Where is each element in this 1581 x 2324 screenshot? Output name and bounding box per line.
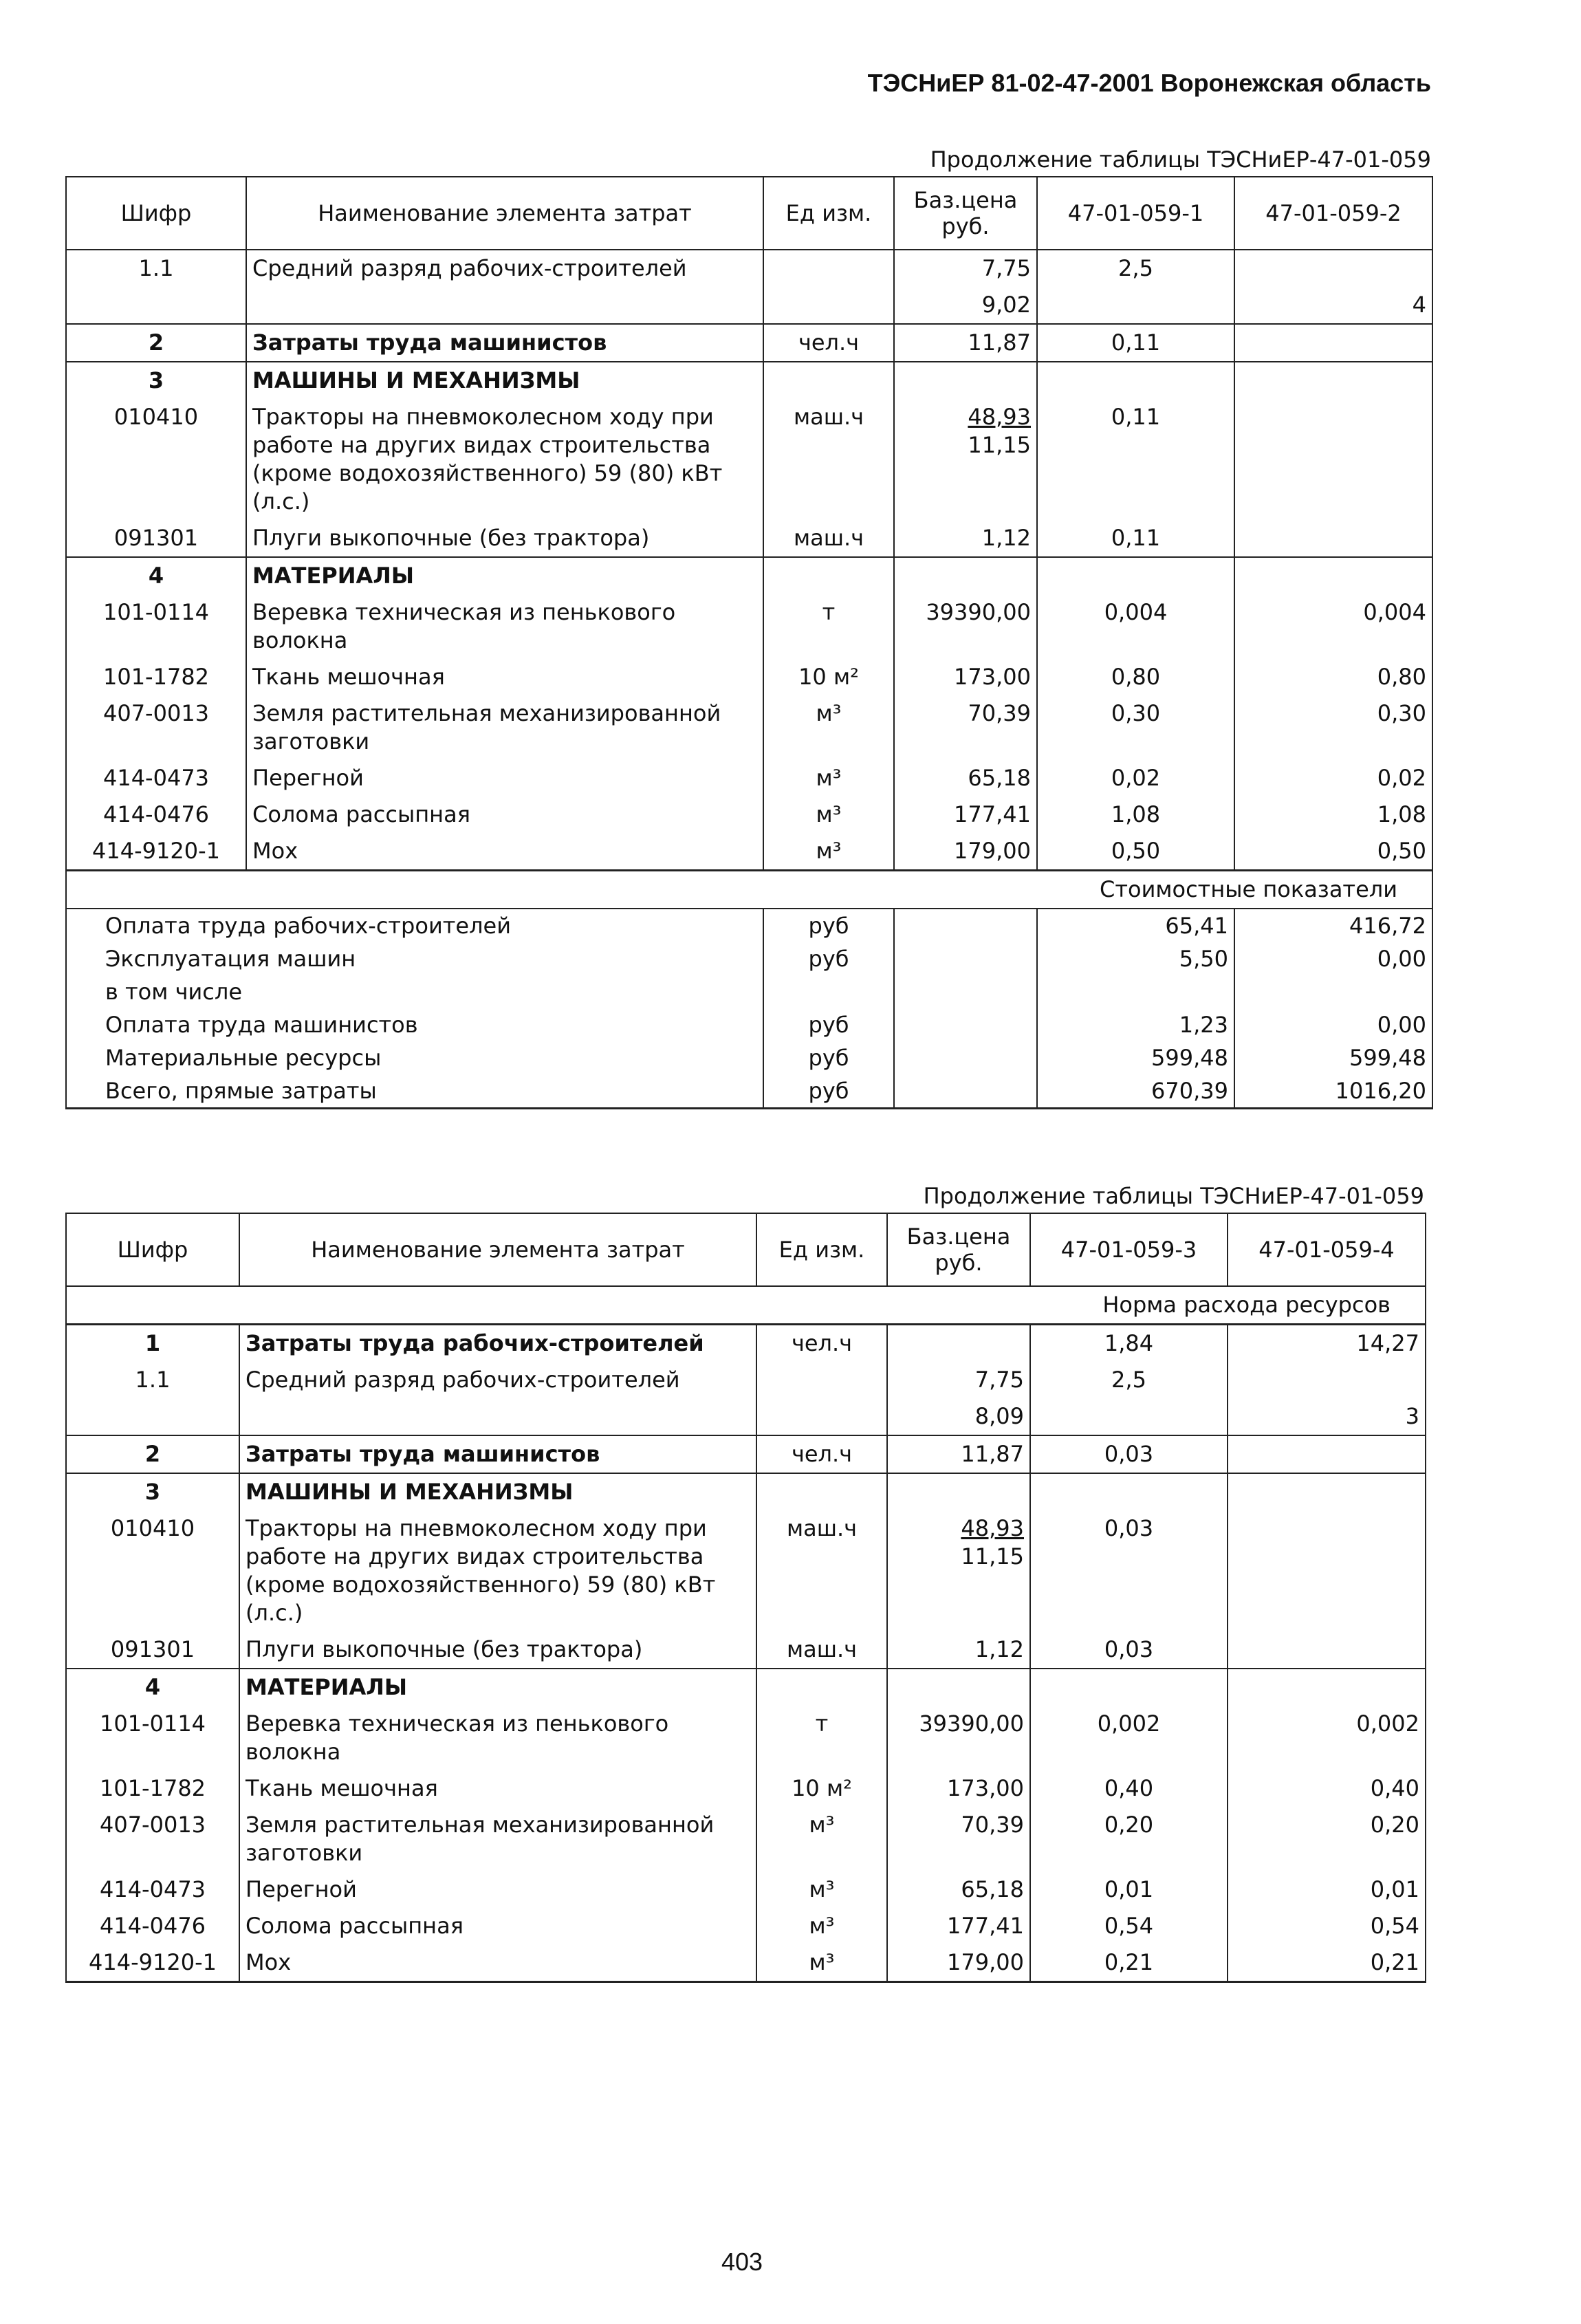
total-price-empty (894, 942, 1037, 975)
row-price: 8,09 (887, 1398, 1030, 1435)
row-price (887, 1510, 1030, 1631)
row-unit: м³ (756, 1871, 887, 1908)
table1-totals (66, 871, 1432, 1109)
row-price: 7,75 (894, 250, 1037, 287)
row-unit (756, 1669, 887, 1706)
table-row (66, 796, 1432, 833)
table-row (66, 557, 1432, 594)
row-value-a: 0,004 (1037, 594, 1234, 659)
col-header-norm-b: 47-01-059-2 (1234, 177, 1432, 250)
row-value-a: 0,11 (1037, 520, 1234, 557)
row-unit (756, 1398, 887, 1435)
total-value-b: 599,48 (1234, 1041, 1432, 1074)
row-name (246, 287, 763, 324)
row-unit (756, 1473, 887, 1510)
row-price: 39390,00 (894, 594, 1037, 659)
total-price-empty (894, 1041, 1037, 1074)
row-value-a: 0,80 (1037, 659, 1234, 695)
row-value-b (1228, 1510, 1426, 1631)
row-name: Затраты труда рабочих-строителей (239, 1325, 756, 1362)
norm-caption: Норма расхода ресурсов (66, 1286, 1426, 1325)
table-row (66, 1473, 1426, 1510)
row-name: Ткань мешочная (246, 659, 763, 695)
total-unit: руб (763, 1074, 894, 1109)
table-row (66, 1362, 1426, 1398)
col-header-code: Шифр (66, 177, 246, 250)
row-value-a: 0,21 (1030, 1944, 1228, 1982)
row-value-a: 1,08 (1037, 796, 1234, 833)
row-value-a: 0,03 (1030, 1510, 1228, 1631)
row-price: 179,00 (887, 1944, 1030, 1982)
col-header-name: Наименование элемента затрат (246, 177, 763, 250)
row-value-b (1228, 1362, 1426, 1398)
row-code: 010410 (66, 1510, 239, 1631)
table-row (66, 1398, 1426, 1435)
row-unit: маш.ч (756, 1510, 887, 1631)
row-name: Средний разряд рабочих-строителей (239, 1362, 756, 1398)
total-value-a: 1,23 (1037, 1008, 1234, 1041)
row-value-b (1234, 324, 1432, 362)
row-name: Перегной (239, 1871, 756, 1908)
row-price: 177,41 (887, 1908, 1030, 1944)
row-code: 4 (66, 557, 246, 594)
col-header-price: Баз.цена руб. (894, 177, 1037, 250)
row-unit (763, 287, 894, 324)
row-name: Плуги выкопочные (без трактора) (246, 520, 763, 557)
row-value-a: 1,84 (1030, 1325, 1228, 1362)
total-name: Всего, прямые затраты (66, 1074, 763, 1109)
row-value-b (1228, 1473, 1426, 1510)
total-unit: руб (763, 909, 894, 942)
table-row (66, 1631, 1426, 1669)
cost-caption-row (66, 871, 1432, 909)
col-header-norm-b: 47-01-059-4 (1228, 1213, 1426, 1286)
row-price: 7,75 (887, 1362, 1030, 1398)
row-name: Земля растительная механизированной заготовки (246, 695, 763, 760)
table-row (66, 520, 1432, 557)
row-value-a: 0,01 (1030, 1871, 1228, 1908)
row-price-secondary: 11,15 (968, 432, 1031, 458)
row-value-a: 0,002 (1030, 1706, 1228, 1770)
col-header-name: Наименование элемента затрат (239, 1213, 756, 1286)
row-code (66, 1398, 239, 1435)
table-row (66, 324, 1432, 362)
totals-row (66, 1008, 1432, 1041)
row-code: 414-9120-1 (66, 1944, 239, 1982)
total-value-a: 670,39 (1037, 1074, 1234, 1109)
row-code: 101-0114 (66, 594, 246, 659)
row-name: Веревка техническая из пенькового волокна (239, 1706, 756, 1770)
total-name: в том числе (66, 975, 763, 1008)
row-value-a (1037, 287, 1234, 324)
table2-body (66, 1325, 1426, 1982)
table-row (66, 399, 1432, 520)
row-price (887, 1669, 1030, 1706)
row-code: 407-0013 (66, 1807, 239, 1871)
table-row (66, 1770, 1426, 1807)
row-value-b: 4 (1234, 287, 1432, 324)
total-unit: руб (763, 1041, 894, 1074)
row-unit: м³ (763, 760, 894, 796)
table-row (66, 659, 1432, 695)
row-price: 1,12 (894, 520, 1037, 557)
row-unit: чел.ч (763, 324, 894, 362)
total-unit: руб (763, 1008, 894, 1041)
row-code (66, 287, 246, 324)
col-header-code: Шифр (66, 1213, 239, 1286)
row-unit: м³ (756, 1807, 887, 1871)
total-name: Эксплуатация машин (66, 942, 763, 975)
total-value-a: 599,48 (1037, 1041, 1234, 1074)
table2 (65, 1213, 1426, 1983)
row-value-b: 0,30 (1234, 695, 1432, 760)
total-unit: руб (763, 942, 894, 975)
total-value-b: 416,72 (1234, 909, 1432, 942)
row-code: 091301 (66, 520, 246, 557)
row-value-a: 0,54 (1030, 1908, 1228, 1944)
row-code: 010410 (66, 399, 246, 520)
row-price-main: 48,93 (961, 1515, 1024, 1541)
row-unit: 10 м² (756, 1770, 887, 1807)
row-value-b: 0,21 (1228, 1944, 1426, 1982)
row-price: 11,87 (887, 1435, 1030, 1473)
table-row (66, 362, 1432, 399)
row-unit: м³ (756, 1944, 887, 1982)
table-row (66, 250, 1432, 287)
row-value-b: 0,50 (1234, 833, 1432, 871)
row-name: МАТЕРИАЛЫ (246, 557, 763, 594)
row-unit: м³ (763, 833, 894, 871)
total-value-a: 65,41 (1037, 909, 1234, 942)
total-unit (763, 975, 894, 1008)
row-value-a (1030, 1473, 1228, 1510)
row-value-b: 0,02 (1234, 760, 1432, 796)
row-value-b: 3 (1228, 1398, 1426, 1435)
row-unit (763, 362, 894, 399)
row-price: 39390,00 (887, 1706, 1030, 1770)
table-row (66, 594, 1432, 659)
row-value-a (1030, 1398, 1228, 1435)
row-price-secondary: 11,15 (961, 1543, 1024, 1570)
row-value-b (1228, 1631, 1426, 1669)
row-code: 414-0473 (66, 760, 246, 796)
row-code: 1 (66, 1325, 239, 1362)
total-price-empty (894, 909, 1037, 942)
table1-body (66, 250, 1432, 871)
col-header-price: Баз.цена руб. (887, 1213, 1030, 1286)
row-name (239, 1398, 756, 1435)
row-price: 70,39 (894, 695, 1037, 760)
row-price: 9,02 (894, 287, 1037, 324)
row-value-a: 0,02 (1037, 760, 1234, 796)
col-header-norm-a: 47-01-059-1 (1037, 177, 1234, 250)
total-value-a: 5,50 (1037, 942, 1234, 975)
totals-row (66, 1074, 1432, 1109)
total-name: Материальные ресурсы (66, 1041, 763, 1074)
row-name: МАШИНЫ И МЕХАНИЗМЫ (246, 362, 763, 399)
table-row (66, 760, 1432, 796)
row-value-a (1037, 362, 1234, 399)
row-name: МАТЕРИАЛЫ (239, 1669, 756, 1706)
table-row (66, 1908, 1426, 1944)
row-unit: чел.ч (756, 1435, 887, 1473)
row-price (894, 557, 1037, 594)
col-header-norm-a: 47-01-059-3 (1030, 1213, 1228, 1286)
row-name: МАШИНЫ И МЕХАНИЗМЫ (239, 1473, 756, 1510)
row-code: 414-0476 (66, 796, 246, 833)
row-value-b: 0,40 (1228, 1770, 1426, 1807)
row-price: 177,41 (894, 796, 1037, 833)
row-code: 3 (66, 362, 246, 399)
table-row (66, 1871, 1426, 1908)
table-row (66, 1944, 1426, 1982)
row-value-b (1228, 1669, 1426, 1706)
table1 (65, 176, 1433, 1109)
row-value-a: 0,30 (1037, 695, 1234, 760)
row-price-main: 48,93 (968, 404, 1031, 430)
row-name: Плуги выкопочные (без трактора) (239, 1631, 756, 1669)
row-code: 3 (66, 1473, 239, 1510)
col-header-unit: Ед изм. (763, 177, 894, 250)
row-price: 65,18 (887, 1871, 1030, 1908)
row-code: 101-1782 (66, 659, 246, 695)
row-unit: т (763, 594, 894, 659)
row-name: Солома рассыпная (239, 1908, 756, 1944)
row-price: 173,00 (887, 1770, 1030, 1807)
row-code: 414-0473 (66, 1871, 239, 1908)
row-code: 101-0114 (66, 1706, 239, 1770)
total-value-b: 0,00 (1234, 1008, 1432, 1041)
row-price: 70,39 (887, 1807, 1030, 1871)
table2-header-row (66, 1213, 1426, 1286)
row-price: 11,87 (894, 324, 1037, 362)
row-value-b (1234, 520, 1432, 557)
row-name: Средний разряд рабочих-строителей (246, 250, 763, 287)
row-unit: м³ (763, 796, 894, 833)
row-value-b: 0,01 (1228, 1871, 1426, 1908)
row-unit: маш.ч (763, 399, 894, 520)
row-value-a (1030, 1669, 1228, 1706)
row-value-a: 0,11 (1037, 399, 1234, 520)
row-code: 1.1 (66, 1362, 239, 1398)
col-header-unit: Ед изм. (756, 1213, 887, 1286)
row-price: 179,00 (894, 833, 1037, 871)
total-value-b: 0,00 (1234, 942, 1432, 975)
row-price (887, 1325, 1030, 1362)
row-code: 414-9120-1 (66, 833, 246, 871)
row-code: 1.1 (66, 250, 246, 287)
row-name: Тракторы на пневмоколесном ходу при работе на других видах строительства (кроме водохозяйственного) 59 (80) кВт (л.с.) (246, 399, 763, 520)
cost-caption: Стоимостные показатели (66, 871, 1432, 909)
row-value-a: 0,11 (1037, 324, 1234, 362)
row-unit (756, 1362, 887, 1398)
row-value-a: 0,03 (1030, 1435, 1228, 1473)
row-name: Мох (239, 1944, 756, 1982)
total-value-a (1037, 975, 1234, 1008)
row-value-a: 0,40 (1030, 1770, 1228, 1807)
table2-caption: Продолжение таблицы ТЭСНиЕР-47-01-059 (923, 1183, 1424, 1209)
row-code: 2 (66, 1435, 239, 1473)
row-value-b: 1,08 (1234, 796, 1432, 833)
totals-row (66, 909, 1432, 942)
table-row (66, 1706, 1426, 1770)
row-value-a: 0,03 (1030, 1631, 1228, 1669)
row-price (887, 1473, 1030, 1510)
row-unit: 10 м² (763, 659, 894, 695)
row-name: Затраты труда машинистов (246, 324, 763, 362)
total-value-b (1234, 975, 1432, 1008)
row-name: Ткань мешочная (239, 1770, 756, 1807)
page-number: 403 (721, 2248, 763, 2276)
table1-caption: Продолжение таблицы ТЭСНиЕР-47-01-059 (930, 146, 1431, 173)
row-price (894, 362, 1037, 399)
table-row (66, 1807, 1426, 1871)
row-price (894, 399, 1037, 520)
row-name: Перегной (246, 760, 763, 796)
row-name: Мох (246, 833, 763, 871)
row-value-b (1234, 399, 1432, 520)
row-price: 173,00 (894, 659, 1037, 695)
row-value-b: 0,54 (1228, 1908, 1426, 1944)
row-value-b: 0,20 (1228, 1807, 1426, 1871)
totals-row (66, 1041, 1432, 1074)
row-code: 414-0476 (66, 1908, 239, 1944)
row-unit: маш.ч (763, 520, 894, 557)
row-value-a (1037, 557, 1234, 594)
row-name: Тракторы на пневмоколесном ходу при работе на других видах строительства (кроме водохозяйственного) 59 (80) кВт (л.с.) (239, 1510, 756, 1631)
total-price-empty (894, 1008, 1037, 1041)
row-unit: м³ (756, 1908, 887, 1944)
table-row (66, 695, 1432, 760)
row-code: 2 (66, 324, 246, 362)
table-row (66, 1435, 1426, 1473)
row-value-b (1228, 1435, 1426, 1473)
row-value-b (1234, 250, 1432, 287)
table-row (66, 1510, 1426, 1631)
row-price: 1,12 (887, 1631, 1030, 1669)
total-value-b: 1016,20 (1234, 1074, 1432, 1109)
row-value-a: 0,20 (1030, 1807, 1228, 1871)
row-name: Затраты труда машинистов (239, 1435, 756, 1473)
row-value-a: 2,5 (1037, 250, 1234, 287)
total-name: Оплата труда машинистов (66, 1008, 763, 1041)
row-code: 407-0013 (66, 695, 246, 760)
table1-header-row (66, 177, 1432, 250)
table-row (66, 287, 1432, 324)
row-unit: маш.ч (756, 1631, 887, 1669)
totals-row (66, 975, 1432, 1008)
row-value-b: 0,002 (1228, 1706, 1426, 1770)
row-unit (763, 557, 894, 594)
row-unit (763, 250, 894, 287)
row-unit: м³ (763, 695, 894, 760)
row-value-a: 0,50 (1037, 833, 1234, 871)
row-value-b: 0,004 (1234, 594, 1432, 659)
row-value-b: 14,27 (1228, 1325, 1426, 1362)
row-name: Земля растительная механизированной заготовки (239, 1807, 756, 1871)
row-unit: т (756, 1706, 887, 1770)
table-row (66, 833, 1432, 871)
table-row (66, 1669, 1426, 1706)
row-code: 101-1782 (66, 1770, 239, 1807)
row-name: Веревка техническая из пенькового волокна (246, 594, 763, 659)
row-value-b (1234, 362, 1432, 399)
row-price: 65,18 (894, 760, 1037, 796)
row-value-a: 2,5 (1030, 1362, 1228, 1398)
row-name: Солома рассыпная (246, 796, 763, 833)
table-row (66, 1325, 1426, 1362)
page-header: ТЭСНиЕР 81-02-47-2001 Воронежская область (867, 69, 1431, 97)
row-value-b (1234, 557, 1432, 594)
total-name: Оплата труда рабочих-строителей (66, 909, 763, 942)
row-value-b: 0,80 (1234, 659, 1432, 695)
total-price-empty (894, 975, 1037, 1008)
row-unit: чел.ч (756, 1325, 887, 1362)
table2-norm-caption-section (66, 1286, 1426, 1325)
row-code: 091301 (66, 1631, 239, 1669)
totals-row (66, 942, 1432, 975)
row-code: 4 (66, 1669, 239, 1706)
total-price-empty (894, 1074, 1037, 1109)
